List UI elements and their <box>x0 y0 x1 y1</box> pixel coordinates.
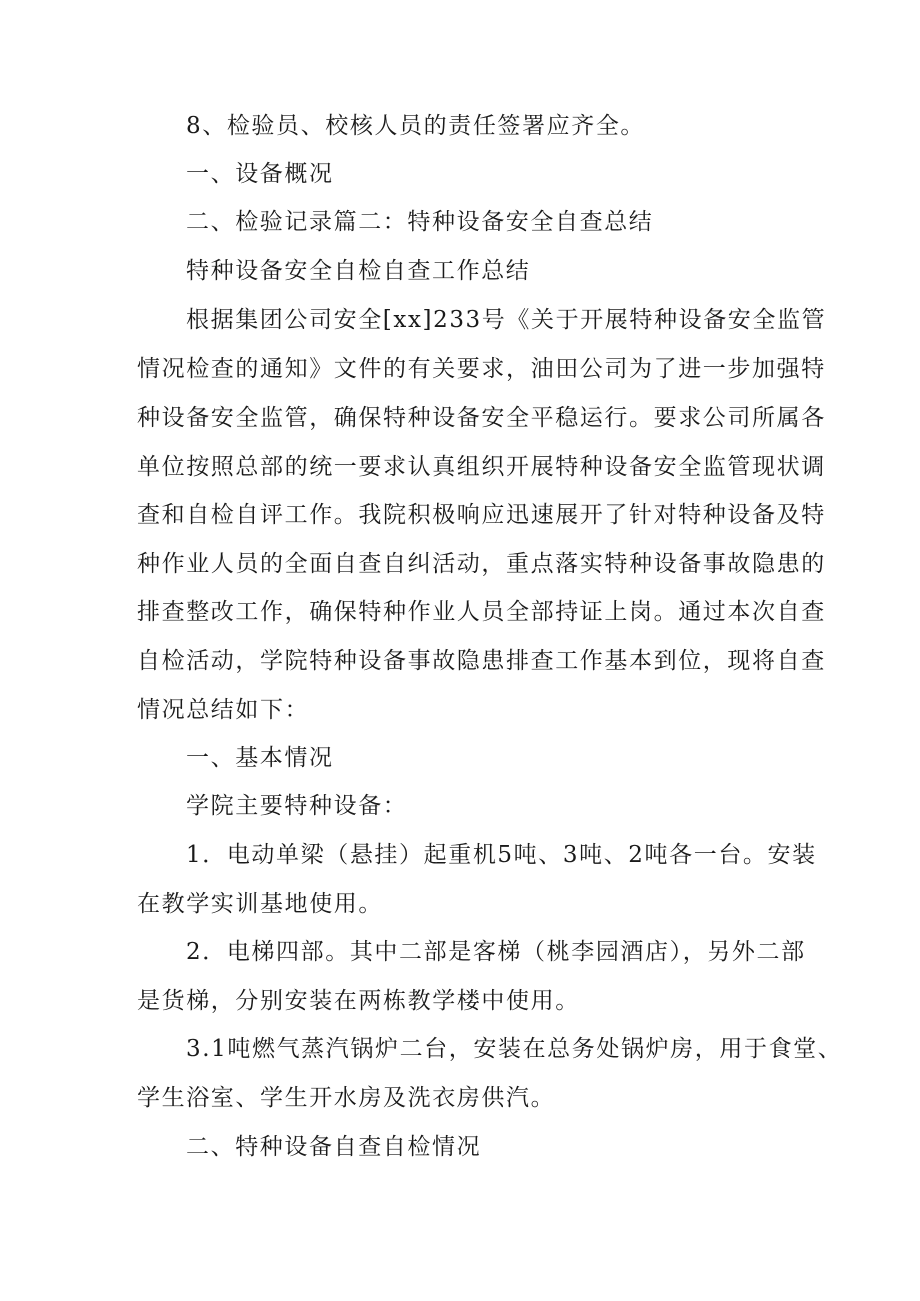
list-item-line: 是货梯，分别安装在两栋教学楼中使用。 <box>137 988 580 1014</box>
paragraph-line: 查和自检自评工作。我院积极响应迅速展开了针对特种设备及特 <box>137 502 826 528</box>
paragraph-line: 种设备安全监管，确保特种设备安全平稳运行。要求公司所属各 <box>137 405 826 431</box>
text-line: 8、检验员、校核人员的责任签署应齐全。 <box>186 113 646 139</box>
list-item-line: 3.1吨燃气蒸汽锅炉二台，安装在总务处锅炉房，用于食堂、 <box>186 1036 843 1062</box>
paragraph-line: 自检活动，学院特种设备事故隐患排查工作基本到位，现将自查 <box>137 648 826 674</box>
paragraph-line: 种作业人员的全面自查自纠活动，重点落实特种设备事故隐患的 <box>137 551 826 577</box>
paragraph-line: 单位按照总部的统一要求认真组织开展特种设备安全监管现状调 <box>137 454 826 480</box>
list-item-line: 学生浴室、学生开水房及洗衣房供汽。 <box>137 1085 556 1111</box>
list-item-line: 2．电梯四部。其中二部是客梯（桃李园酒店），另外二部 <box>186 939 806 965</box>
paragraph-line: 情况总结如下： <box>137 697 310 723</box>
paragraph-line: 情况检查的通知》文件的有关要求，油田公司为了进一步加强特 <box>137 356 826 382</box>
text-line: 学院主要特种设备： <box>186 793 408 819</box>
paragraph-line: 排查整改工作，确保特种作业人员全部持证上岗。通过本次自查 <box>137 599 826 625</box>
list-item-line: 在教学实训基地使用。 <box>137 891 383 917</box>
section-heading: 二、特种设备自查自检情况 <box>186 1134 482 1160</box>
document-title: 特种设备安全自检自查工作总结 <box>186 258 531 284</box>
section-heading: 一、基本情况 <box>186 745 334 771</box>
list-item-line: 1．电动单梁（悬挂）起重机5吨、3吨、2吨各一台。安装 <box>186 842 817 868</box>
paragraph-line: 根据集团公司安全[xx]233号《关于开展特种设备安全监管 <box>186 307 827 333</box>
section-heading: 一、设备概况 <box>186 161 334 187</box>
section-heading: 二、检验记录篇二：特种设备安全自查总结 <box>186 209 654 235</box>
